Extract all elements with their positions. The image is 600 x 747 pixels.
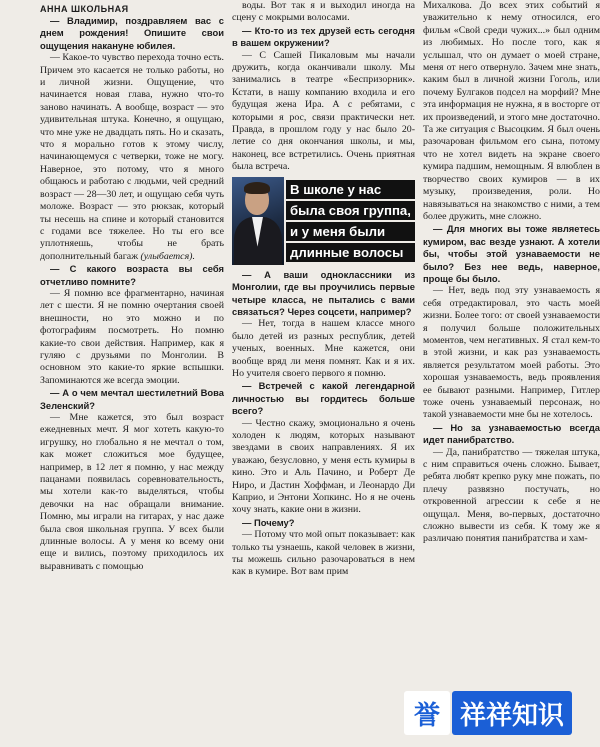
pull-quote-line: и у меня были [286, 222, 415, 241]
interview-answer: — Какое-то чувство перехода точно есть. Причем это касается не только работы, но и личной жизни. Ощущение, что начинается новая глава, нужно что-то заново начинать. А вообще, возраст — это удивительная штука. Конечно, я ощущаю, что мне уже не двадцать пять. Но и сказать, что я морально готов к этому числу, начинающемуся с четверки, тоже не могу. Наверное, это потому, что я много общаюсь и работаю с людьми, чей средний возраст — 28—30 лет, и ощущаю себя чуть моложе. Возраст — это рюкзак, который ты несешь на спине и который становится с годами все тяжелее. Но ты его все уплотняешь, чтобы не брать дополнительный багаж (улыбается). [40, 52, 224, 262]
watermark-text: 祥祥知识 [452, 691, 572, 735]
interview-question: — А о чем мечтал шестилетний Вова Зеленский? [40, 387, 224, 411]
interview-question: — Встречей с какой легендарной личностью вы гордитесь больше всего? [232, 380, 415, 417]
interview-answer: — Нет, тогда в нашем классе много было детей из разных республик, детей ученых, военных. Мне кажется, они вообще вряд ли меня помнят. Как и я их. Но учителя своего первого я помню. [232, 318, 415, 379]
aside-note: (улыбается). [140, 250, 195, 262]
column-1 [40, 0, 224, 747]
pull-quote-line: В школе у нас [286, 180, 415, 199]
column-2 [232, 0, 415, 747]
interview-question: — А ваши одноклассники из Монголии, где вы проучились первые четыре класса, не пытались с вами связаться? Через соцсети, например? [232, 268, 415, 317]
column-1-text [40, 15, 224, 573]
column-3-text [423, 0, 600, 546]
portrait-photo [232, 177, 284, 265]
interview-answer: Михалкова. До всех этих событий я уважительно к нему относился, его фильм «Свой среди чужих...» был одним из любимых. Но после того, как я услышал, что он думает о моей стране, меня от него отвернуло. Зачем мне знать, каким был в личной жизни Гоголь, или почему Булгаков подсел на морфий? Мне эта информация не нужна, я в восторге от их произведений, и этого мне достаточно. Та же ситуация с Высоцким. Я был очень разочарован фильмом его сына, потому что не хотел видеть на экране своего кумира падшим, немощным. Я влюблен в творчество своих кумиров — в их музыку, произведения, роли. Но навязываться на знакомство с ними, а тем более дружить, мне сложно. [423, 0, 600, 222]
interview-answer: воды. Вот так я и выходил иногда на сцену с мокрыми волосами. [232, 0, 415, 24]
interview-answer: — Потому что мой опыт показывает: как только ты узнаешь, какой человек в жизни, ты можешь сильно разочароваться в нем как в кумире. Вот вам прим [232, 529, 415, 578]
watermark-logo [404, 691, 572, 735]
interview-question: — Кто-то из тех друзей есть сегодня в вашем окружении? [232, 24, 415, 49]
interview-question: — Для многих вы тоже являетесь кумиром, вас везде узнают. А хотели бы, чтобы этой узнаваемости не было? Без нее ведь, наверное, проще бы было. [423, 223, 600, 284]
interview-question: — Почему? [242, 516, 295, 528]
interview-answer: — Мне кажется, это был возраст ежедневных мечт. Я мог хотеть какую-то игрушку, но глобально я не мечтал о том, как может сложиться мое будущее, например, в 12 лет я помню, у нас между пацанами появилась соревновательность, мы хотели как-то выделяться, чтобы девочки на нас обращали внимание. Помню, мы играли на гитарах, у нас даже была своя школьная группа. У всех были длинные волосы. А у меня ко всему они еще и вились, поэтому приходилось их выравнивать с помощью [40, 412, 224, 572]
author-byline: АННА ШКОЛЬНАЯ [40, 4, 129, 14]
column-2-text-top [232, 0, 415, 174]
interview-question: — Но за узнаваемостью всегда идет панибратство. [423, 421, 600, 446]
interview-answer: — Я помню все фрагментарно, начиная лет с шести. Я не помню очертания своей внешности, но это можно и по фотографиям посмотреть. Но помню какие-то свои действия. Например, как я гуляю с друзьями по Монголии. В основном это какие-то яркие вспышки. Запоминаются же всегда эмоции. [40, 287, 224, 386]
pull-quote-line: длинные волосы [286, 243, 415, 262]
interview-question: — С какого возраста вы себя отчетливо помните? [40, 263, 224, 287]
interview-answer: — С Сашей Пикаловым мы начали дружить, когда оканчивали школу. Мы занимались в театре «Беспризорник». Кстати, в нашу компанию входила и его будущая жена Ира. А с ребятами, с которыми я рос, связи практически нет. Правда, в прошлом году у нас было 20-летие со дня окончания школы, и мы, наконец, все встретились. Очень приятная была встреча. [232, 49, 415, 173]
column-2-text-bottom [232, 269, 415, 579]
pull-quote [232, 177, 415, 265]
interview-answer: — Да, панибратство — тяжелая штука, с ним справиться очень сложно. Бывает, ребята любят крепко руку мне пожать, по плечу развязно постучать, но откровенной агрессии к себе я не ощущал. Меня, во-первых, достаточно сложно вывести из себя. К тому же я различаю понятия панибратства и хам- [423, 446, 600, 545]
column-3 [423, 0, 600, 747]
interview-question: — Владимир, поздравляем вас с днем рождения! Опишите свои ощущения накануне юбилея. [40, 15, 224, 51]
pull-quote-text [284, 177, 415, 265]
interview-answer: — Нет, ведь под эту узнаваемость я себя отредактировал, это часть моей жизни. Более того: от своей узнаваемости я получил больше положительных моментов, чем негативных. Я стал кем-то в этой жизни, и как раз узнаваемость является результатом моей работы. Это хорошая узнаваемость, ведь проявления ее бывают разными. Например, Гитлер тоже очень узнаваемый персонаж, но такой узнаваемости мне бы не хотелось. [423, 285, 600, 421]
watermark-mark: 誉 [404, 691, 450, 735]
pull-quote-line: была своя группа, [286, 201, 415, 220]
interview-answer: — Честно скажу, эмоционально я очень холоден к людям, которых называют звездами в своих направлениях. Я их уважаю, безусловно, у меня есть кумиры в кино. Это и Аль Пачино, и Роберт Де Ниро, и Дастин Хоффман, и Леонардо Ди Каприо, и Энтони Хопкинс. Но я не очень хочу знать, какие они в жизни. [232, 417, 415, 516]
